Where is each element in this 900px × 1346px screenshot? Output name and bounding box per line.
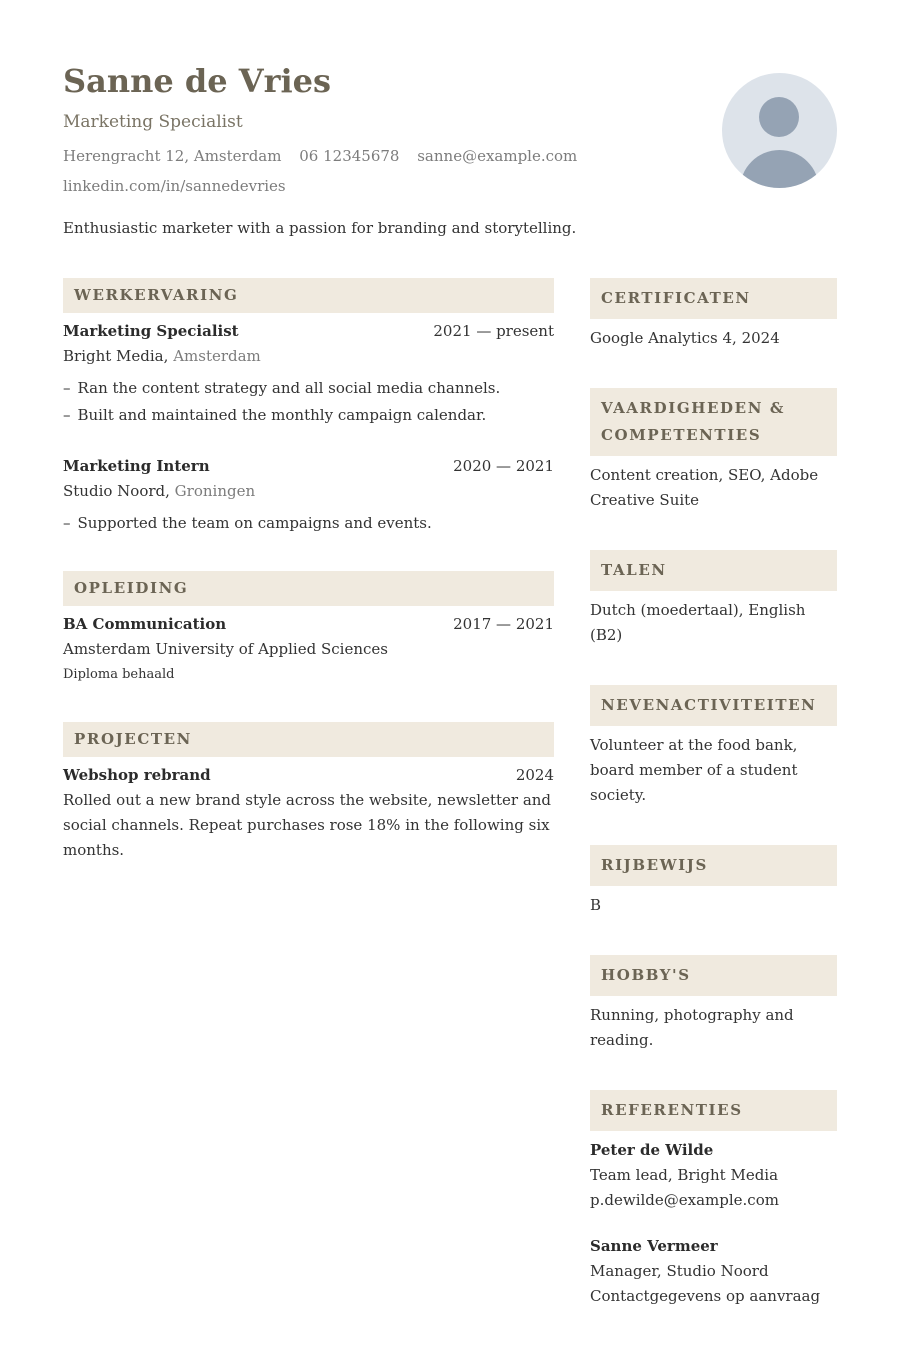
entry-org: Bright Media [63, 347, 164, 365]
section-heading: VAARDIGHEDEN & COMPETENTIES [590, 388, 837, 456]
reference-role: Team lead, Bright Media [590, 1166, 779, 1184]
entry-location: Groningen [174, 482, 256, 500]
bullet-item: – Built and maintained the monthly campaign calendar. [63, 402, 554, 429]
avatar-body [740, 150, 819, 188]
section-nevenactiviteiten [590, 685, 837, 808]
entry-title: Webshop rebrand [63, 766, 211, 784]
section-hobbys [590, 955, 837, 1053]
avatar-icon [722, 73, 837, 188]
candidate-name: Sanne de Vries [63, 62, 331, 100]
entry-bullets [63, 510, 554, 537]
reference-name: Sanne Vermeer [590, 1237, 718, 1255]
contact-line [63, 147, 590, 165]
section-heading: RIJBEWIJS [590, 845, 837, 886]
section-text: B [590, 896, 602, 914]
project-description: Rolled out a new brand style across the website, newsletter and social channels. Repeat purchases rose 18% in the following six months. [63, 791, 552, 859]
education-entry [63, 612, 554, 688]
entry-title: Marketing Intern [63, 457, 210, 475]
school-name: Amsterdam University of Applied Sciences [63, 640, 388, 658]
section-rijbewijs [590, 845, 837, 918]
section-text: Google Analytics 4, 2024 [590, 329, 780, 347]
bullet-item: – Ran the content strategy and all social media channels. [63, 375, 554, 402]
section-heading: HOBBY'S [590, 955, 837, 996]
address: Herengracht 12, Amsterdam [63, 147, 282, 165]
profile-summary: Enthusiastic marketer with a passion for branding and storytelling. [63, 219, 577, 237]
job-title: Marketing Specialist [63, 112, 243, 132]
section-heading: NEVENACTIVITEITEN [590, 685, 837, 726]
reference-contact: Contactgegevens op aanvraag [590, 1287, 821, 1305]
section-certificaten [590, 278, 837, 351]
reference-role: Manager, Studio Noord [590, 1262, 769, 1280]
section-heading: TALEN [590, 550, 837, 591]
side-column [590, 278, 837, 1346]
section-werkervaring [63, 278, 554, 537]
entry-dates: 2021 — present [433, 322, 554, 340]
project-entry [63, 763, 554, 863]
section-vaardigheden [590, 388, 837, 513]
entry-title: Marketing Specialist [63, 322, 239, 340]
email: sanne@example.com [417, 147, 578, 165]
main-column [63, 278, 554, 897]
entry-dates: 2017 — 2021 [453, 615, 554, 633]
avatar-head [759, 97, 799, 137]
entry-title: BA Communication [63, 615, 227, 633]
section-heading: WERKERVARING [63, 278, 554, 313]
section-projecten [63, 722, 554, 863]
section-text: Content creation, SEO, Adobe Creative Suite [590, 466, 819, 509]
section-heading: OPLEIDING [63, 571, 554, 606]
reference-contact: p.dewilde@example.com [590, 1191, 779, 1209]
reference-item [590, 1138, 837, 1213]
section-text: Dutch (moedertaal), English (B2) [590, 601, 806, 644]
section-heading: REFERENTIES [590, 1090, 837, 1131]
section-opleiding [63, 571, 554, 688]
entry-org: Studio Noord [63, 482, 166, 500]
diploma-note: Diploma behaald [63, 667, 175, 682]
experience-entry: Marketing Intern 2020 — 2021 Studio Noord, Groningen – Supported the team on campaigns and events. [63, 454, 554, 537]
section-text: Running, photography and reading. [590, 1006, 794, 1049]
section-referenties [590, 1090, 837, 1309]
section-heading: CERTIFICATEN [590, 278, 837, 319]
section-text: Volunteer at the food bank, board member of a student society. [590, 736, 798, 804]
reference-item [590, 1234, 837, 1309]
section-talen [590, 550, 837, 648]
phone: 06 12345678 [299, 147, 400, 165]
entry-year: 2024 [515, 766, 554, 784]
reference-name: Peter de Wilde [590, 1141, 714, 1159]
linkedin-link: linkedin.com/in/sannedevries [63, 177, 286, 195]
entry-bullets [63, 375, 554, 429]
section-heading: PROJECTEN [63, 722, 554, 757]
entry-location: Amsterdam [173, 347, 261, 365]
experience-entry: Marketing Specialist 2021 — present Bright Media, Amsterdam – Ran the content strategy and all social media channels. – Built and maintained the monthly campaign calendar. [63, 319, 554, 429]
entry-dates: 2020 — 2021 [453, 457, 554, 475]
bullet-item: – Supported the team on campaigns and events. [63, 510, 554, 537]
